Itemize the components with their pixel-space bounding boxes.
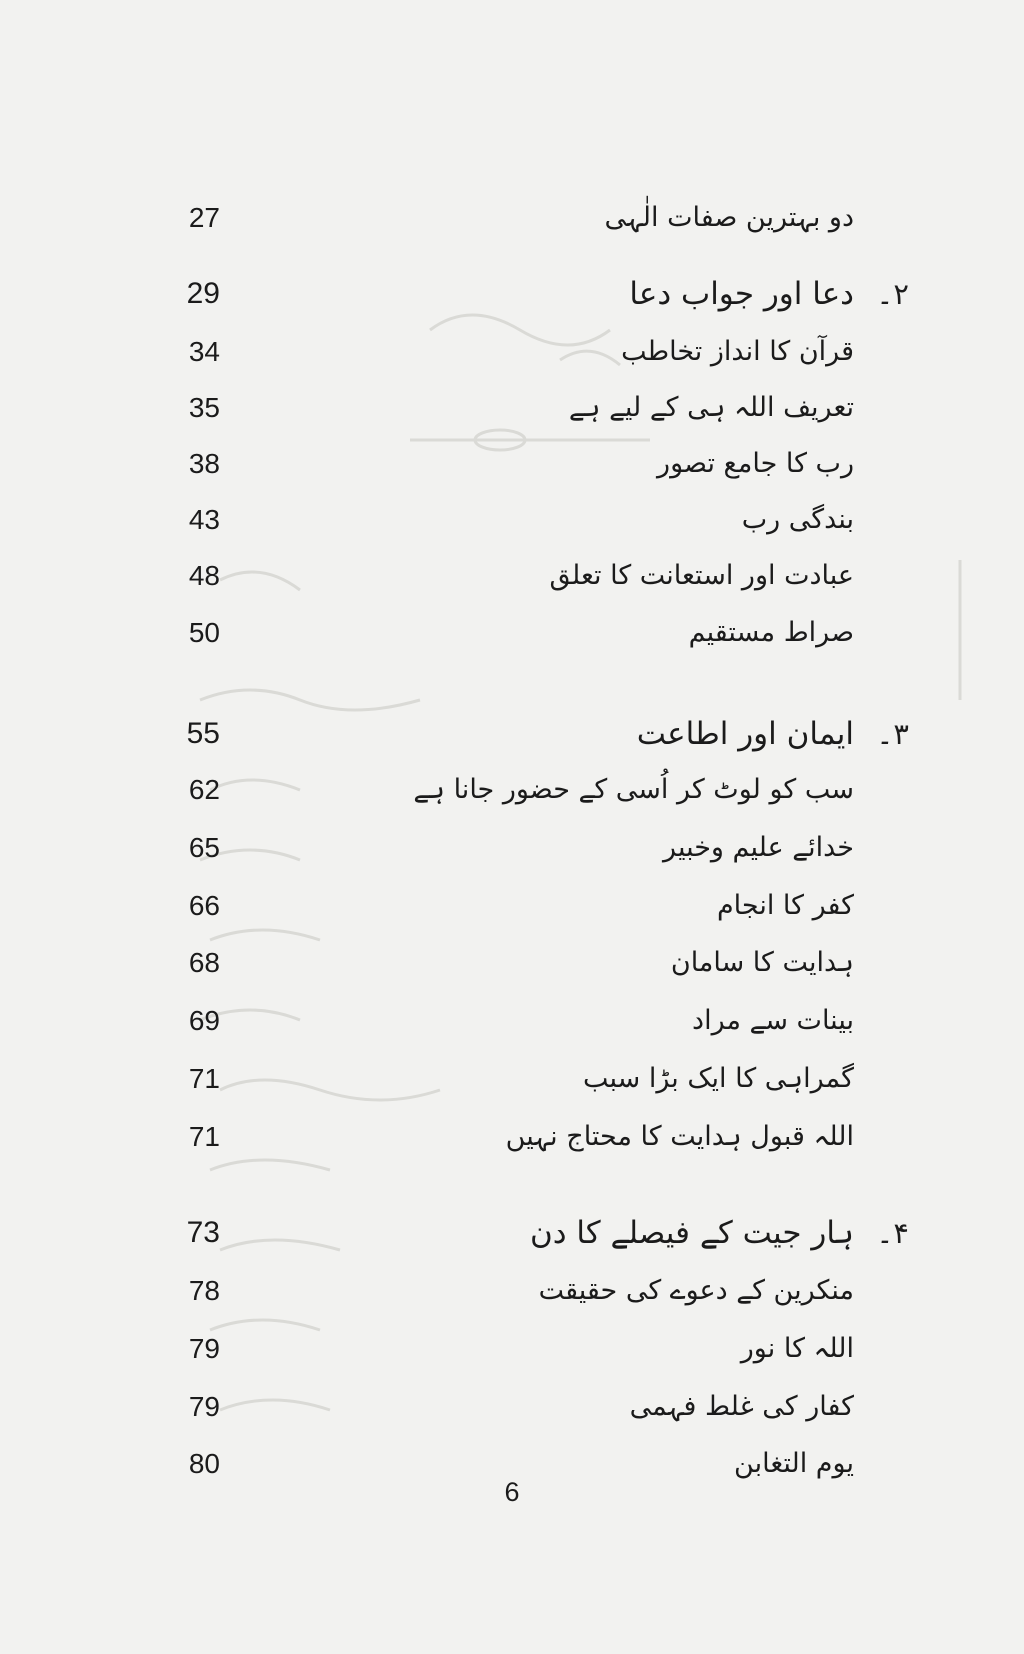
toc-entry (0, 1323, 1024, 1375)
toc-entry (0, 192, 1024, 244)
toc-entry-title: صراط مستقیم (688, 617, 854, 648)
toc-entry-page: 68 (188, 947, 220, 978)
toc-entry-title: گمراہی کا ایک بڑا سبب (583, 1063, 854, 1094)
toc-entry-title: دعا اور جواب دعا (629, 276, 854, 312)
toc-entry-title: دو بہترین صفات الٰہی (604, 202, 854, 233)
toc-entry-page: 34 (188, 336, 220, 367)
toc-entry (0, 1111, 1024, 1163)
toc-chapter-heading (0, 708, 1024, 760)
toc-chapter-heading (0, 268, 1024, 320)
toc-entry-page: 38 (188, 448, 220, 479)
toc-entry-page: 35 (188, 392, 220, 423)
chapter-number: ۳۔ (876, 717, 909, 751)
toc-entry-page: 65 (188, 832, 220, 863)
toc-entry-title: یوم التغابن (734, 1448, 854, 1479)
toc-entry-page: 55 (186, 717, 220, 750)
toc-entry (0, 494, 1024, 546)
toc-entry (0, 1381, 1024, 1433)
toc-entry (0, 937, 1024, 989)
toc-entry-title: عبادت اور استعانت کا تعلق (549, 560, 854, 591)
toc-entry (0, 1265, 1024, 1317)
chapter-number: ۴۔ (876, 1216, 909, 1250)
toc-entry-title: کفار کی غلط فہمی (629, 1391, 854, 1422)
toc-entry-page: 62 (188, 774, 220, 805)
toc-chapter-heading (0, 1207, 1024, 1259)
toc-entry (0, 1053, 1024, 1105)
toc-entry (0, 382, 1024, 434)
toc-entry (0, 995, 1024, 1047)
toc-entry-title: اللہ کا نور (740, 1333, 854, 1364)
chapter-number: ۲۔ (876, 277, 909, 311)
toc-entry-page: 73 (186, 1216, 220, 1249)
toc-entry-title: بینات سے مراد (692, 1005, 854, 1036)
toc-entry-page: 79 (188, 1333, 220, 1364)
toc-entry (0, 764, 1024, 816)
toc-entry-page: 27 (188, 202, 220, 233)
toc-entry-title: رب کا جامع تصور (657, 448, 854, 479)
toc-entry (0, 880, 1024, 932)
toc-entry-title: قرآن کا انداز تخاطب (621, 336, 854, 367)
toc-entry (0, 438, 1024, 490)
toc-entry (0, 822, 1024, 874)
toc-entry-title: سب کو لوٹ کر اُسی کے حضور جانا ہے (413, 774, 854, 805)
toc-entry-page: 79 (188, 1391, 220, 1422)
toc-entry-title: تعریف اللہ ہی کے لیے ہے (568, 392, 854, 423)
toc-entry-page: 78 (188, 1275, 220, 1306)
toc-entry-title: بندگی رب (741, 504, 854, 535)
toc-entry-page: 71 (188, 1063, 220, 1094)
toc-entry-page: 69 (188, 1005, 220, 1036)
toc-entry-page: 50 (188, 617, 220, 648)
toc-entry (0, 607, 1024, 659)
toc-entry-title: ہدایت کا سامان (670, 947, 854, 978)
toc-entry-title: خدائے علیم وخبیر (663, 832, 854, 863)
toc-entry-page: 71 (188, 1121, 220, 1152)
toc-entry-page: 29 (186, 277, 220, 310)
toc-entry-title: اللہ قبول ہدایت کا محتاج نہیں (505, 1121, 854, 1152)
toc-entry-title: ایمان اور اطاعت (636, 716, 854, 752)
toc-entry-title: کفر کا انجام (716, 890, 854, 921)
toc-entry (0, 326, 1024, 378)
toc-entry-page: 48 (188, 560, 220, 591)
toc-entry-page: 43 (188, 504, 220, 535)
toc-entry (0, 550, 1024, 602)
toc-entry-title: ہار جیت کے فیصلے کا دن (530, 1215, 854, 1251)
toc-entry-page: 80 (188, 1448, 220, 1479)
toc-entry-page: 66 (188, 890, 220, 921)
page-number: 6 (504, 1477, 520, 1507)
toc-entry-title: منکرین کے دعوے کی حقیقت (538, 1275, 854, 1306)
